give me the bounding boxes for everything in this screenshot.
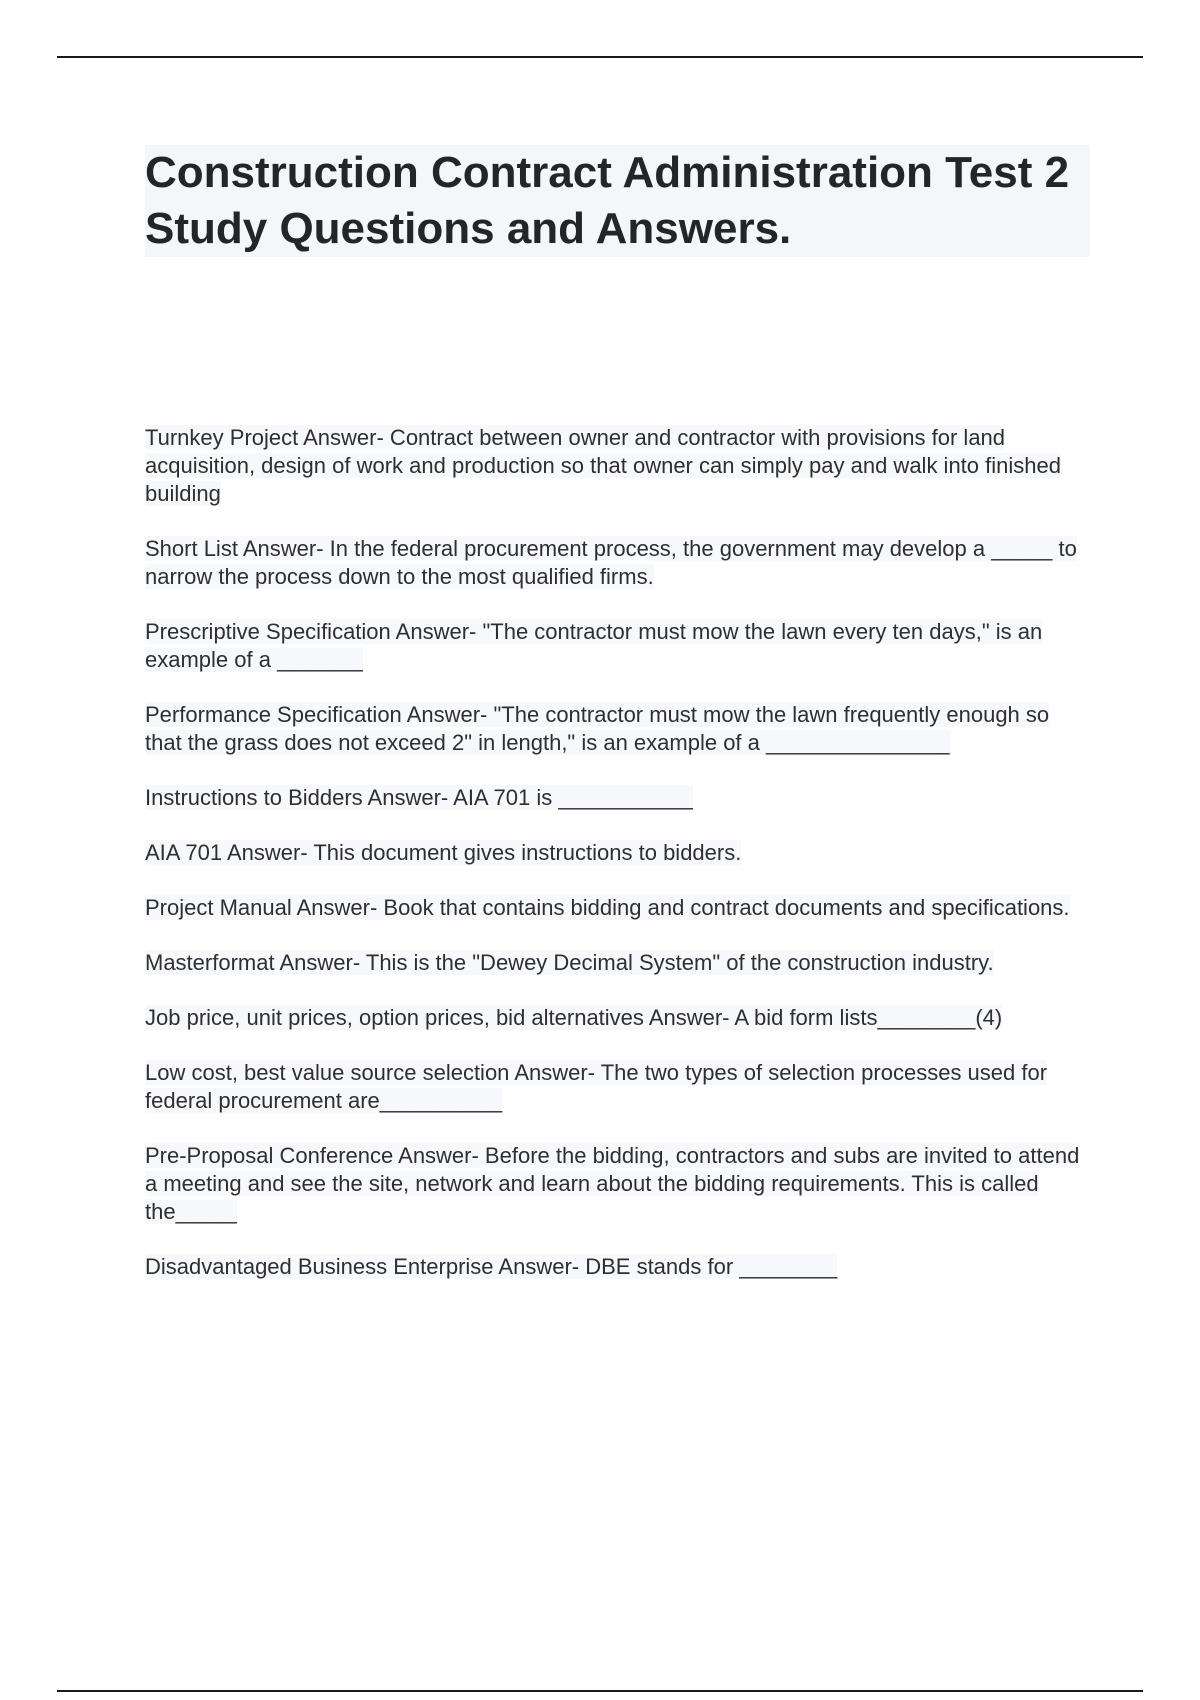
qa-item bbox=[145, 784, 1085, 812]
top-rule bbox=[57, 56, 1143, 58]
qa-text: Instructions to Bidders Answer- AIA 701 is ___________ bbox=[145, 785, 693, 810]
qa-item bbox=[145, 949, 1085, 977]
bottom-rule bbox=[57, 1690, 1143, 1692]
qa-item bbox=[145, 1142, 1085, 1226]
qa-text: Job price, unit prices, option prices, bid alternatives Answer- A bid form lists________(4) bbox=[145, 1005, 1003, 1030]
qa-text: Prescriptive Specification Answer- "The contractor must mow the lawn every ten days," is an example of a _______ bbox=[145, 619, 1043, 672]
qa-text: Masterformat Answer- This is the "Dewey Decimal System" of the construction industry. bbox=[145, 950, 994, 975]
qa-item bbox=[145, 894, 1085, 922]
qa-item bbox=[145, 424, 1085, 508]
qa-text: Short List Answer- In the federal procurement process, the government may develop a _____ to narrow the process down to the most qualified firms. bbox=[145, 536, 1077, 589]
qa-item bbox=[145, 701, 1085, 757]
document-title: Construction Contract Administration Test 2 Study Questions and Answers. bbox=[145, 148, 1070, 253]
qa-list bbox=[145, 424, 1085, 1308]
qa-item bbox=[145, 839, 1085, 867]
qa-item bbox=[145, 618, 1085, 674]
qa-text: Low cost, best value source selection Answer- The two types of selection processes used for federal procurement are__________ bbox=[145, 1060, 1048, 1113]
qa-text: Performance Specification Answer- "The contractor must mow the lawn frequently enough so that the grass does not exceed 2" in length," is an example of a _______________ bbox=[145, 702, 1050, 755]
qa-text: Turnkey Project Answer- Contract between owner and contractor with provisions for land acquisition, design of work and production so that owner can simply pay and walk into finished building bbox=[145, 425, 1061, 506]
qa-text: Project Manual Answer- Book that contains bidding and contract documents and specifications. bbox=[145, 895, 1070, 920]
qa-item bbox=[145, 535, 1085, 591]
qa-item bbox=[145, 1004, 1085, 1032]
qa-text: Pre-Proposal Conference Answer- Before the bidding, contractors and subs are invited to attend a meeting and see the site, network and learn about the bidding requirements. This is called the_____ bbox=[145, 1143, 1080, 1224]
qa-item bbox=[145, 1253, 1085, 1281]
qa-item bbox=[145, 1059, 1085, 1115]
qa-text: AIA 701 Answer- This document gives instructions to bidders. bbox=[145, 840, 742, 865]
qa-text: Disadvantaged Business Enterprise Answer- DBE stands for ________ bbox=[145, 1254, 838, 1279]
title-block bbox=[145, 145, 1090, 257]
